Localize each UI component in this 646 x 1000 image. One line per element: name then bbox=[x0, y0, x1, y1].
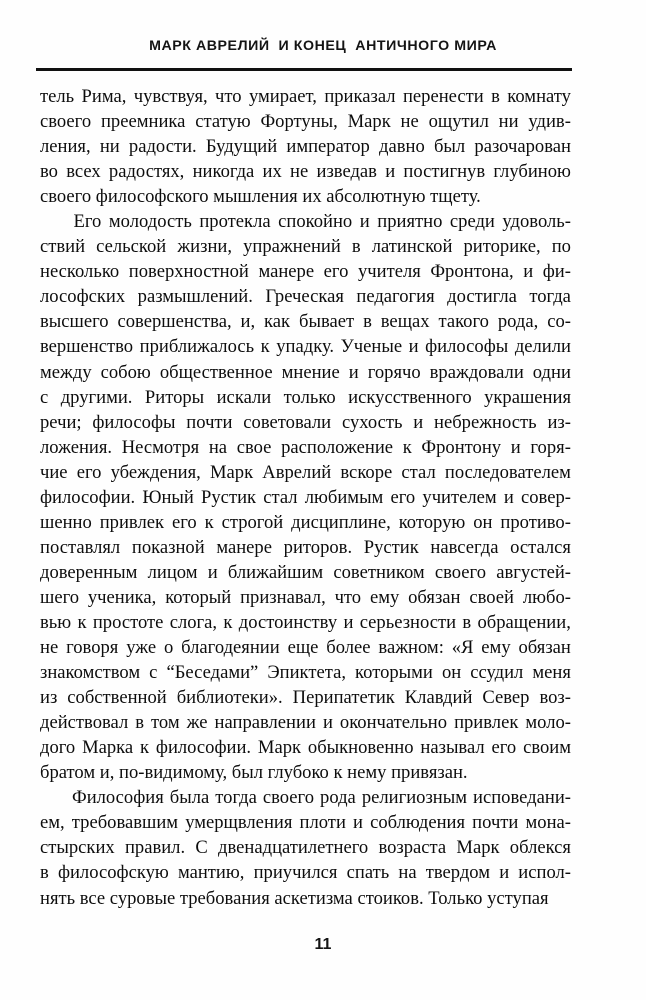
word: достигла bbox=[447, 286, 517, 308]
word: Несмотря bbox=[121, 436, 200, 458]
word: советовали bbox=[243, 411, 332, 433]
word: навсегда bbox=[430, 536, 499, 558]
word: упражнений bbox=[243, 236, 341, 258]
word: разочарован bbox=[474, 136, 571, 158]
word: Фронтону bbox=[421, 436, 502, 458]
word: из- bbox=[547, 411, 571, 433]
word: простоте bbox=[92, 611, 164, 633]
word: своим bbox=[523, 737, 571, 759]
word: и bbox=[385, 161, 396, 183]
word: своего bbox=[434, 561, 487, 583]
word: не bbox=[290, 161, 309, 183]
word: называл bbox=[420, 737, 485, 759]
word: почти bbox=[472, 812, 519, 834]
word: ни bbox=[498, 111, 519, 133]
word: приказал bbox=[324, 86, 396, 107]
word: такого bbox=[438, 311, 489, 333]
word: Эпиктета, bbox=[267, 662, 346, 684]
word: знакомством bbox=[40, 662, 141, 684]
word: достоинству bbox=[238, 611, 338, 633]
word: приятно bbox=[377, 211, 443, 233]
word: в bbox=[491, 86, 500, 107]
word: меня bbox=[532, 662, 571, 684]
word: только bbox=[283, 386, 336, 408]
word: тогда bbox=[529, 286, 571, 308]
word: умирает, bbox=[248, 86, 317, 107]
word: рода bbox=[320, 787, 356, 809]
word: к bbox=[140, 737, 150, 759]
text-line bbox=[40, 360, 571, 385]
word: своего bbox=[40, 111, 92, 133]
word: важном: bbox=[378, 637, 444, 659]
word: Марк bbox=[209, 461, 254, 483]
word: риторов. bbox=[283, 536, 353, 558]
word: ложения. bbox=[40, 436, 113, 458]
word: и bbox=[343, 611, 354, 633]
word: искусственного bbox=[348, 386, 472, 408]
text-line bbox=[40, 585, 571, 610]
word: во bbox=[40, 161, 58, 183]
word: на bbox=[398, 862, 417, 884]
text-line bbox=[40, 234, 571, 259]
word: его bbox=[491, 737, 517, 759]
word: Фронтона, bbox=[430, 261, 514, 283]
word: моло- bbox=[525, 712, 571, 734]
word: речи; bbox=[40, 411, 82, 433]
word: и bbox=[408, 336, 419, 358]
word: между bbox=[40, 361, 92, 383]
word: Рустик bbox=[363, 536, 419, 558]
word: украшения bbox=[484, 386, 571, 408]
word: радости. bbox=[128, 136, 197, 158]
word: Марк bbox=[456, 837, 500, 859]
word: Его bbox=[73, 211, 102, 233]
word: приучился bbox=[253, 862, 338, 884]
word: его bbox=[171, 511, 197, 533]
word: благодеянии bbox=[181, 637, 280, 659]
word: мона- bbox=[525, 812, 571, 834]
word: обращении, bbox=[477, 611, 571, 633]
word: стырских bbox=[40, 837, 115, 859]
text-line bbox=[40, 410, 571, 435]
word: Марк bbox=[347, 111, 391, 133]
word: лицом bbox=[147, 561, 198, 583]
word: с bbox=[40, 386, 49, 408]
word: ощутил bbox=[428, 111, 489, 133]
text-line bbox=[40, 535, 571, 560]
word: к bbox=[77, 611, 87, 633]
word: Перипатетик bbox=[292, 687, 395, 709]
word: Клавдий bbox=[404, 687, 473, 709]
word: бывает bbox=[299, 311, 355, 333]
word: манере bbox=[216, 536, 272, 558]
word: Рустик bbox=[201, 486, 257, 508]
word: ему bbox=[481, 637, 511, 659]
word: строгой bbox=[221, 511, 284, 533]
word: к bbox=[402, 436, 412, 458]
word: чие bbox=[40, 461, 68, 483]
word: не bbox=[400, 111, 419, 133]
text-line bbox=[40, 485, 571, 510]
word: в bbox=[40, 862, 49, 884]
word: облекся bbox=[509, 837, 571, 859]
word: говоря bbox=[66, 637, 119, 659]
word: признавал, bbox=[240, 586, 326, 608]
word: мнение bbox=[281, 361, 340, 383]
paragraph-indent bbox=[40, 209, 66, 234]
word: «Я bbox=[451, 637, 474, 659]
word: и bbox=[510, 436, 521, 458]
text-line bbox=[40, 435, 571, 460]
word: приближалось bbox=[139, 336, 255, 358]
text-line bbox=[40, 835, 571, 860]
word: латинской bbox=[371, 236, 453, 258]
word: о bbox=[163, 637, 174, 659]
word: философскую bbox=[57, 862, 169, 884]
text-line bbox=[40, 460, 571, 485]
word: другими. bbox=[60, 386, 133, 408]
word: шенно bbox=[40, 511, 92, 533]
word: и bbox=[322, 712, 333, 734]
text-line bbox=[40, 610, 571, 635]
word: и bbox=[503, 486, 514, 508]
text-line bbox=[40, 84, 571, 109]
word: слога, bbox=[169, 611, 218, 633]
word: требовавшим bbox=[71, 812, 179, 834]
text-line bbox=[40, 660, 571, 685]
text-line bbox=[40, 385, 571, 410]
word: “Беседами” bbox=[166, 662, 259, 684]
word: удоволь- bbox=[502, 211, 571, 233]
word: император bbox=[286, 136, 370, 158]
word: соблюдения bbox=[370, 812, 466, 834]
word: философы bbox=[92, 411, 176, 433]
word: изведав bbox=[316, 161, 377, 183]
word: библиотеки». bbox=[176, 687, 283, 709]
text-line bbox=[40, 159, 571, 184]
word: к bbox=[223, 611, 233, 633]
word: его bbox=[323, 261, 349, 283]
word: возраста bbox=[378, 837, 447, 859]
word: размышлений. bbox=[137, 286, 253, 308]
word: стал bbox=[263, 486, 298, 508]
word: Философия bbox=[72, 787, 164, 809]
word: он bbox=[441, 662, 462, 684]
text-line bbox=[40, 109, 571, 134]
word: учителем bbox=[422, 486, 497, 508]
word: окончательно bbox=[339, 712, 448, 734]
word: еще bbox=[287, 637, 319, 659]
word: противо- bbox=[500, 511, 571, 533]
word: философии. bbox=[155, 737, 252, 759]
word: двенадцатилетнего bbox=[218, 837, 369, 859]
word: его bbox=[390, 486, 416, 508]
word: давно bbox=[379, 136, 425, 158]
word: любимым bbox=[304, 486, 384, 508]
word: советником bbox=[333, 561, 425, 583]
word: протекла bbox=[199, 211, 271, 233]
text-line bbox=[40, 810, 571, 835]
word: глубиною bbox=[493, 161, 571, 183]
word: Ученые bbox=[340, 336, 403, 358]
word: искали bbox=[216, 386, 272, 408]
word: совершенства, bbox=[117, 311, 232, 333]
word: вскоре bbox=[340, 461, 393, 483]
word: своей bbox=[469, 586, 514, 608]
word: исповедани- bbox=[473, 787, 571, 809]
word: правил. bbox=[124, 837, 186, 859]
word: собственной bbox=[67, 687, 167, 709]
word: чувствуя, bbox=[133, 86, 208, 107]
word: к bbox=[204, 511, 214, 533]
word: упадку. bbox=[276, 336, 335, 358]
word: что bbox=[334, 586, 362, 608]
word: религиозным bbox=[361, 787, 468, 809]
word: в bbox=[135, 712, 145, 734]
word: воз- bbox=[539, 687, 571, 709]
word: вершенство bbox=[40, 336, 134, 358]
body-text-column bbox=[40, 84, 571, 911]
text-line bbox=[40, 560, 571, 585]
word: удив- bbox=[528, 111, 571, 133]
word: Аврелий bbox=[262, 461, 332, 483]
word: Рима, bbox=[81, 86, 127, 107]
text-line bbox=[40, 735, 571, 760]
header-rule bbox=[36, 68, 572, 71]
word: Север bbox=[482, 687, 530, 709]
word: дисциплине, bbox=[291, 511, 391, 533]
word: мантию, bbox=[177, 862, 245, 884]
word: его bbox=[76, 461, 102, 483]
word: и bbox=[523, 261, 534, 283]
word: и, bbox=[240, 311, 256, 333]
word: риторике, bbox=[463, 236, 541, 258]
word: спать bbox=[346, 862, 390, 884]
word: был bbox=[433, 136, 466, 158]
word: тель bbox=[40, 86, 75, 107]
word: последователем bbox=[444, 461, 571, 483]
word: одни bbox=[532, 361, 571, 383]
word: горячо bbox=[367, 361, 421, 383]
word: с bbox=[149, 662, 158, 684]
paragraph bbox=[40, 785, 571, 910]
word: ему bbox=[369, 586, 400, 608]
word: ссудил bbox=[470, 662, 524, 684]
word: сельской bbox=[96, 236, 167, 258]
word: преемника bbox=[100, 111, 186, 133]
text-line bbox=[40, 334, 571, 359]
word: учителя bbox=[357, 261, 421, 283]
word: и bbox=[413, 411, 424, 433]
word: в bbox=[462, 611, 472, 633]
text-line bbox=[40, 635, 571, 660]
word: вещах bbox=[380, 311, 430, 333]
word: со- bbox=[547, 311, 571, 333]
word: ближайшим bbox=[227, 561, 324, 583]
word: С bbox=[195, 837, 208, 859]
word: и bbox=[359, 211, 370, 233]
word: враждовали bbox=[429, 361, 524, 383]
word: несколько bbox=[40, 261, 120, 283]
word: статую bbox=[195, 111, 251, 133]
word: не bbox=[40, 637, 59, 659]
word: почти bbox=[186, 411, 233, 433]
text-line bbox=[40, 510, 571, 535]
word: стал bbox=[401, 461, 436, 483]
word: ем, bbox=[40, 812, 65, 834]
word: педагогия bbox=[356, 286, 435, 308]
word: умерщвления bbox=[185, 812, 293, 834]
word: который bbox=[165, 586, 232, 608]
word: постигнув bbox=[403, 161, 486, 183]
text-line bbox=[40, 284, 571, 309]
page-number: 11 bbox=[314, 936, 332, 953]
word: уже bbox=[126, 637, 157, 659]
word: как bbox=[264, 311, 291, 333]
word: общественное bbox=[159, 361, 273, 383]
word: небрежность bbox=[434, 411, 537, 433]
word: Марка bbox=[82, 737, 134, 759]
word: том bbox=[151, 712, 180, 734]
word: Юный bbox=[142, 486, 194, 508]
word: убеждения, bbox=[110, 461, 201, 483]
word: Фортуны, bbox=[260, 111, 338, 133]
word: обязан bbox=[518, 637, 571, 659]
word: более bbox=[326, 637, 371, 659]
word: шего bbox=[40, 586, 80, 608]
word: в bbox=[363, 311, 372, 333]
text-line bbox=[40, 134, 571, 159]
word: ления, bbox=[40, 136, 91, 158]
word: всех bbox=[66, 161, 101, 183]
word: обязан bbox=[408, 586, 461, 608]
word: твердом bbox=[425, 862, 491, 884]
text-line bbox=[40, 785, 571, 810]
word: комнату bbox=[507, 86, 571, 107]
word: поверхностной bbox=[128, 261, 249, 283]
word: же bbox=[186, 712, 208, 734]
word: к bbox=[260, 336, 270, 358]
word: спокойно bbox=[278, 211, 353, 233]
word: философии. bbox=[40, 486, 136, 508]
word: обыкновенно bbox=[307, 737, 414, 759]
paragraph-indent bbox=[40, 785, 66, 810]
word: из bbox=[40, 687, 58, 709]
word: испол- bbox=[518, 862, 571, 884]
word: направлении bbox=[214, 712, 316, 734]
word: что bbox=[215, 86, 242, 107]
word: Будущий bbox=[205, 136, 278, 158]
word: ученика, bbox=[87, 586, 157, 608]
word: привлек bbox=[454, 712, 519, 734]
word: их bbox=[262, 161, 282, 183]
word: доверенным bbox=[40, 561, 138, 583]
word: собою bbox=[100, 361, 151, 383]
word: действовал bbox=[40, 712, 129, 734]
word: дого bbox=[40, 737, 76, 759]
word: и bbox=[207, 561, 218, 583]
word: которыми bbox=[355, 662, 433, 684]
word: серьезности bbox=[359, 611, 457, 633]
word: любо- bbox=[522, 586, 571, 608]
word: совер- bbox=[520, 486, 571, 508]
word: на bbox=[208, 436, 228, 458]
running-head: МАРК АВРЕЛИЙ И КОНЕЦ АНТИЧНОГО МИРА bbox=[149, 38, 497, 54]
word: никогда bbox=[192, 161, 255, 183]
word: высшего bbox=[40, 311, 109, 333]
word: в bbox=[351, 236, 361, 258]
word: сухость bbox=[341, 411, 403, 433]
word: перенести bbox=[402, 86, 484, 107]
word: философы bbox=[425, 336, 509, 358]
word: манере bbox=[258, 261, 315, 283]
word: Марк bbox=[257, 737, 302, 759]
text-line bbox=[40, 309, 571, 334]
word: рода, bbox=[497, 311, 539, 333]
word: августей- bbox=[496, 561, 571, 583]
word: делили bbox=[514, 336, 571, 358]
word: лософских bbox=[40, 286, 126, 308]
word: горя- bbox=[530, 436, 571, 458]
word: молодость bbox=[108, 211, 192, 233]
word: плоти bbox=[299, 812, 346, 834]
word: по bbox=[551, 236, 571, 258]
word: фи- bbox=[542, 261, 571, 283]
word: которую bbox=[398, 511, 466, 533]
word: и bbox=[499, 862, 510, 884]
word: показной bbox=[131, 536, 205, 558]
word: и bbox=[353, 812, 363, 834]
text-line: своего философского мышления их абсолютную тщету. bbox=[40, 186, 481, 208]
text-line bbox=[40, 259, 571, 284]
word: и bbox=[348, 361, 359, 383]
text-line bbox=[40, 685, 571, 710]
word: среди bbox=[449, 211, 495, 233]
word: вью bbox=[40, 611, 72, 633]
text-line: нять все суровые требования аскетизма стоиков. Только уступая bbox=[40, 887, 549, 909]
word: расположение bbox=[281, 436, 394, 458]
word: Греческая bbox=[265, 286, 344, 308]
word: ствий bbox=[40, 236, 86, 258]
word: поставлял bbox=[40, 536, 121, 558]
text-line bbox=[40, 860, 571, 885]
word: жизни, bbox=[177, 236, 233, 258]
word: своего bbox=[262, 787, 315, 809]
word: тогда bbox=[215, 787, 257, 809]
word: ни bbox=[99, 136, 120, 158]
paragraph bbox=[40, 84, 571, 209]
word: Риторы bbox=[144, 386, 205, 408]
word: была bbox=[169, 787, 210, 809]
text-line bbox=[40, 209, 571, 234]
paragraph bbox=[40, 209, 571, 785]
word: остался bbox=[510, 536, 571, 558]
word: он bbox=[473, 511, 493, 533]
text-line bbox=[40, 710, 571, 735]
text-line: братом и, по-видимому, был глубоко к нему привязан. bbox=[40, 762, 468, 784]
word: привлек bbox=[99, 511, 165, 533]
word: радостях, bbox=[108, 161, 185, 183]
word: свое bbox=[236, 436, 272, 458]
